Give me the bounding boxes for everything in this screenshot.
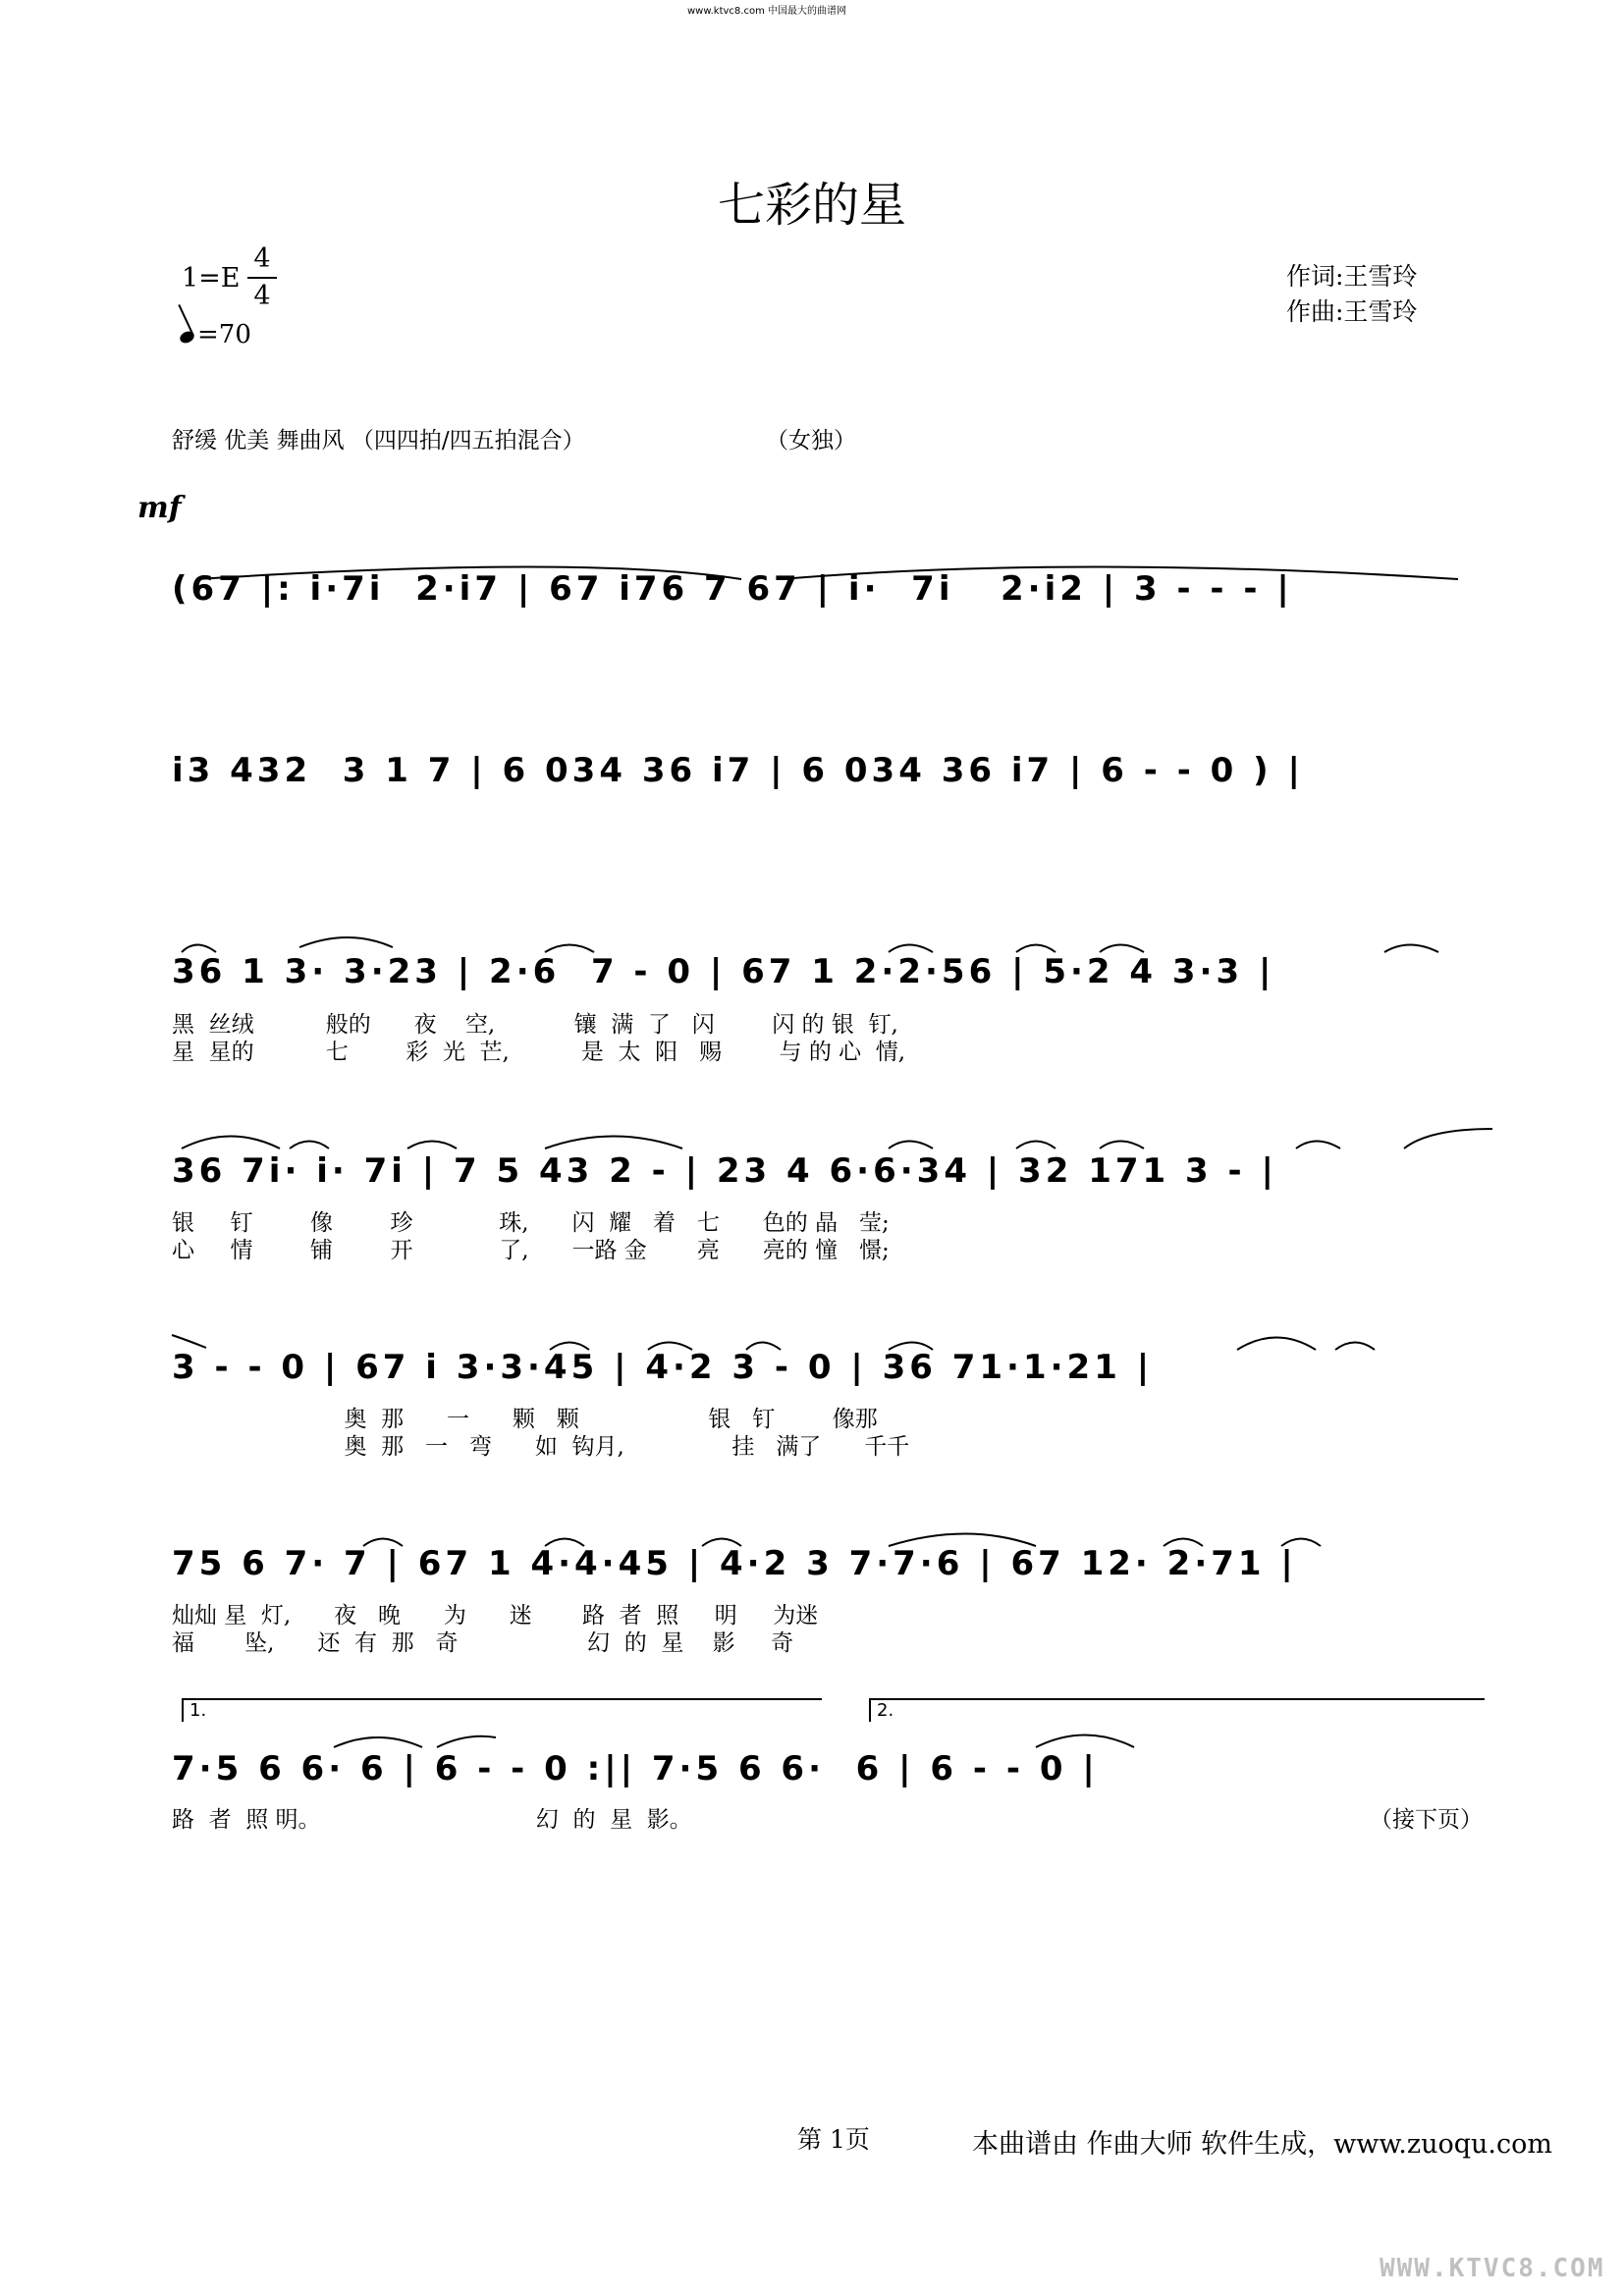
time-signature-divider — [247, 277, 277, 279]
software-note: 本曲谱由 作曲大师 软件生成，www.zuoqu.com — [972, 2129, 1552, 2160]
continue-marker: （接下页） — [1370, 1807, 1483, 1833]
notation-line: 36 7i· i· 7i | 7 5 43 2 - | 23 4 6·6·34 | 32 171 3 - | — [172, 1151, 1277, 1191]
tempo-marking — [180, 320, 251, 349]
site-header: www.ktvc8.com 中国最大的曲谱网 — [687, 6, 847, 17]
time-signature-top: 4 — [253, 243, 271, 274]
key-signature: 1=E — [182, 263, 241, 294]
page-number: 第 1页 — [797, 2125, 870, 2154]
notation-line: 36 1 3· 3·23 | 2·6 7 - 0 | 67 1 2·2·56 | 5·2 4 3·3 | — [172, 952, 1275, 991]
time-signature-bottom: 4 — [253, 281, 271, 311]
volta-1-label: 1. — [189, 1700, 207, 1721]
lyric-verse-1: 灿灿 星 灯, 夜 晚 为 迷 路 者 照 明 为迷 — [172, 1603, 819, 1629]
time-signature — [247, 243, 277, 312]
lyric-verse-2: 奥 那 一 弯 如 钩月, 挂 满了 千千 — [172, 1434, 910, 1460]
composer: 作曲:王雪玲 — [1286, 297, 1418, 326]
lyric-verse-1: 黑 丝绒 般的 夜 空, 镶 满 了 闪 闪 的 银 钉, — [172, 1012, 898, 1038]
lyric-verse-2: 福 坠, 还 有 那 奇 幻 的 星 影 奇 — [172, 1630, 794, 1656]
tempo-value: =70 — [197, 320, 251, 349]
lyric-verse-1: 奥 那 一 颗 颗 银 钉 像那 — [172, 1407, 878, 1432]
notation-line: (67 |: i·7i 2·i7 | 67 i76 7 67 | i· 7i 2·i2 | 3 - - - | — [172, 569, 1293, 609]
voice-type: （女独） — [766, 428, 856, 454]
quarter-note-icon — [178, 329, 195, 345]
volta-2-label: 2. — [877, 1700, 894, 1721]
slur-marks — [172, 1124, 1497, 1153]
style-description: 舒缓 优美 舞曲风 （四四拍/四五拍混合） — [172, 428, 585, 454]
lyric-verse-1: 银 钉 像 珍 珠, 闪 耀 着 七 色的 晶 莹; — [172, 1210, 890, 1236]
lyric-verse-2: 星 星的 七 彩 光 芒, 是 太 阳 赐 与 的 心 情, — [172, 1040, 906, 1065]
credits — [1286, 259, 1417, 330]
lyricist: 作词:王雪玲 — [1286, 262, 1418, 291]
lyric-verse-2: 心 情 铺 开 了, 一路 金 亮 亮的 憧 憬; — [172, 1238, 890, 1263]
notation-line: i3 432 3 1 7 | 6 034 36 i7 | 6 034 36 i7 | 6 - - 0 ) | — [172, 751, 1304, 790]
song-title: 七彩的星 — [717, 178, 906, 233]
dynamic-marking: mf — [137, 491, 182, 525]
notation-line: 7·5 6 6· 6 | 6 - - 0 :|| 7·5 6 6· 6 | 6 - - 0 | — [172, 1749, 1099, 1789]
notation-line: 75 6 7· 7 | 67 1 4·4·45 | 4·2 3 7·7·6 | 67 12· 2·71 | — [172, 1544, 1297, 1583]
site-logo: WWW.KTVC8.COM — [1380, 2254, 1605, 2283]
lyric-verse-1: 路 者 照 明。 幻 的 星 影。 — [172, 1807, 692, 1833]
notation-line: 3 - - 0 | 67 i 3·3·45 | 4·2 3 - 0 | 36 71·1·21 | — [172, 1348, 1154, 1387]
